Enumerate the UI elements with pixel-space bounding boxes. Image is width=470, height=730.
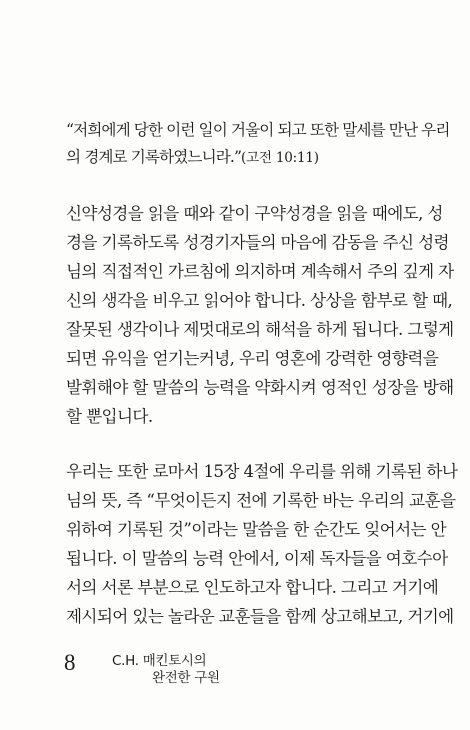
running-footer-title	[112, 653, 220, 687]
paragraph-line: 경을 기록하도록 성경기자들의 마음에 감동을 주신 성령	[66, 233, 449, 252]
paragraph-line: 잘못된 생각이나 제멋대로의 해석을 하게 됩니다. 그렇게	[66, 320, 454, 339]
paragraph-line: 할 뿐입니다.	[66, 407, 153, 426]
page-number: 8	[64, 650, 76, 675]
paragraph-line: 신의 생각을 비우고 읽어야 합니다. 상상을 함부로 할 때,	[66, 291, 453, 310]
paragraph-line: 님의 직접적인 가르침에 의지하며 계속해서 주의 깊게 자	[66, 262, 454, 281]
quote-line	[66, 147, 412, 168]
paragraph-line: 되면 유익을 얻기는커녕, 우리 영혼에 강력한 영향력을	[66, 349, 439, 368]
paragraph-line: 위하여 기록된 것”이라는 말씀을 한 순간도 잊어서는 안	[66, 520, 447, 539]
footer-title-line: C.H. 매킨토시의	[112, 653, 207, 669]
paragraph-line: 신약성경을 읽을 때와 같이 구약성경을 읽을 때에도, 성	[66, 204, 443, 223]
paragraph-line: 님의 뜻, 즉 “무엇이든지 전에 기록한 바는 우리의 교훈을	[66, 491, 456, 510]
paragraph-line: 우리는 또한 로마서 15장 4절에 우리를 위해 기록된 하나	[66, 462, 458, 481]
quote-line: “저희에게 당한 이런 일이 거울이 되고 또한 말세를 만난 우리	[66, 121, 450, 139]
quote-text: 의 경계로 기록하였느니라.”	[66, 148, 242, 166]
paragraph-line: 발휘해야 할 말씀의 능력을 약화시켜 영적인 성장을 방해	[66, 378, 454, 397]
footer-title-line: 완전한 구원	[152, 670, 220, 686]
paragraph-line: 됩니다. 이 말씀의 능력 안에서, 이제 독자들을 여호수아	[66, 549, 448, 568]
paragraph-line: 서의 서론 부분으로 인도하고자 합니다. 그리고 거기에	[66, 578, 439, 597]
scripture-reference: (고전 10:11)	[241, 150, 319, 166]
paragraph-line: 제시되어 있는 놀라운 교훈들을 함께 상고해보고, 거기에	[66, 607, 454, 626]
